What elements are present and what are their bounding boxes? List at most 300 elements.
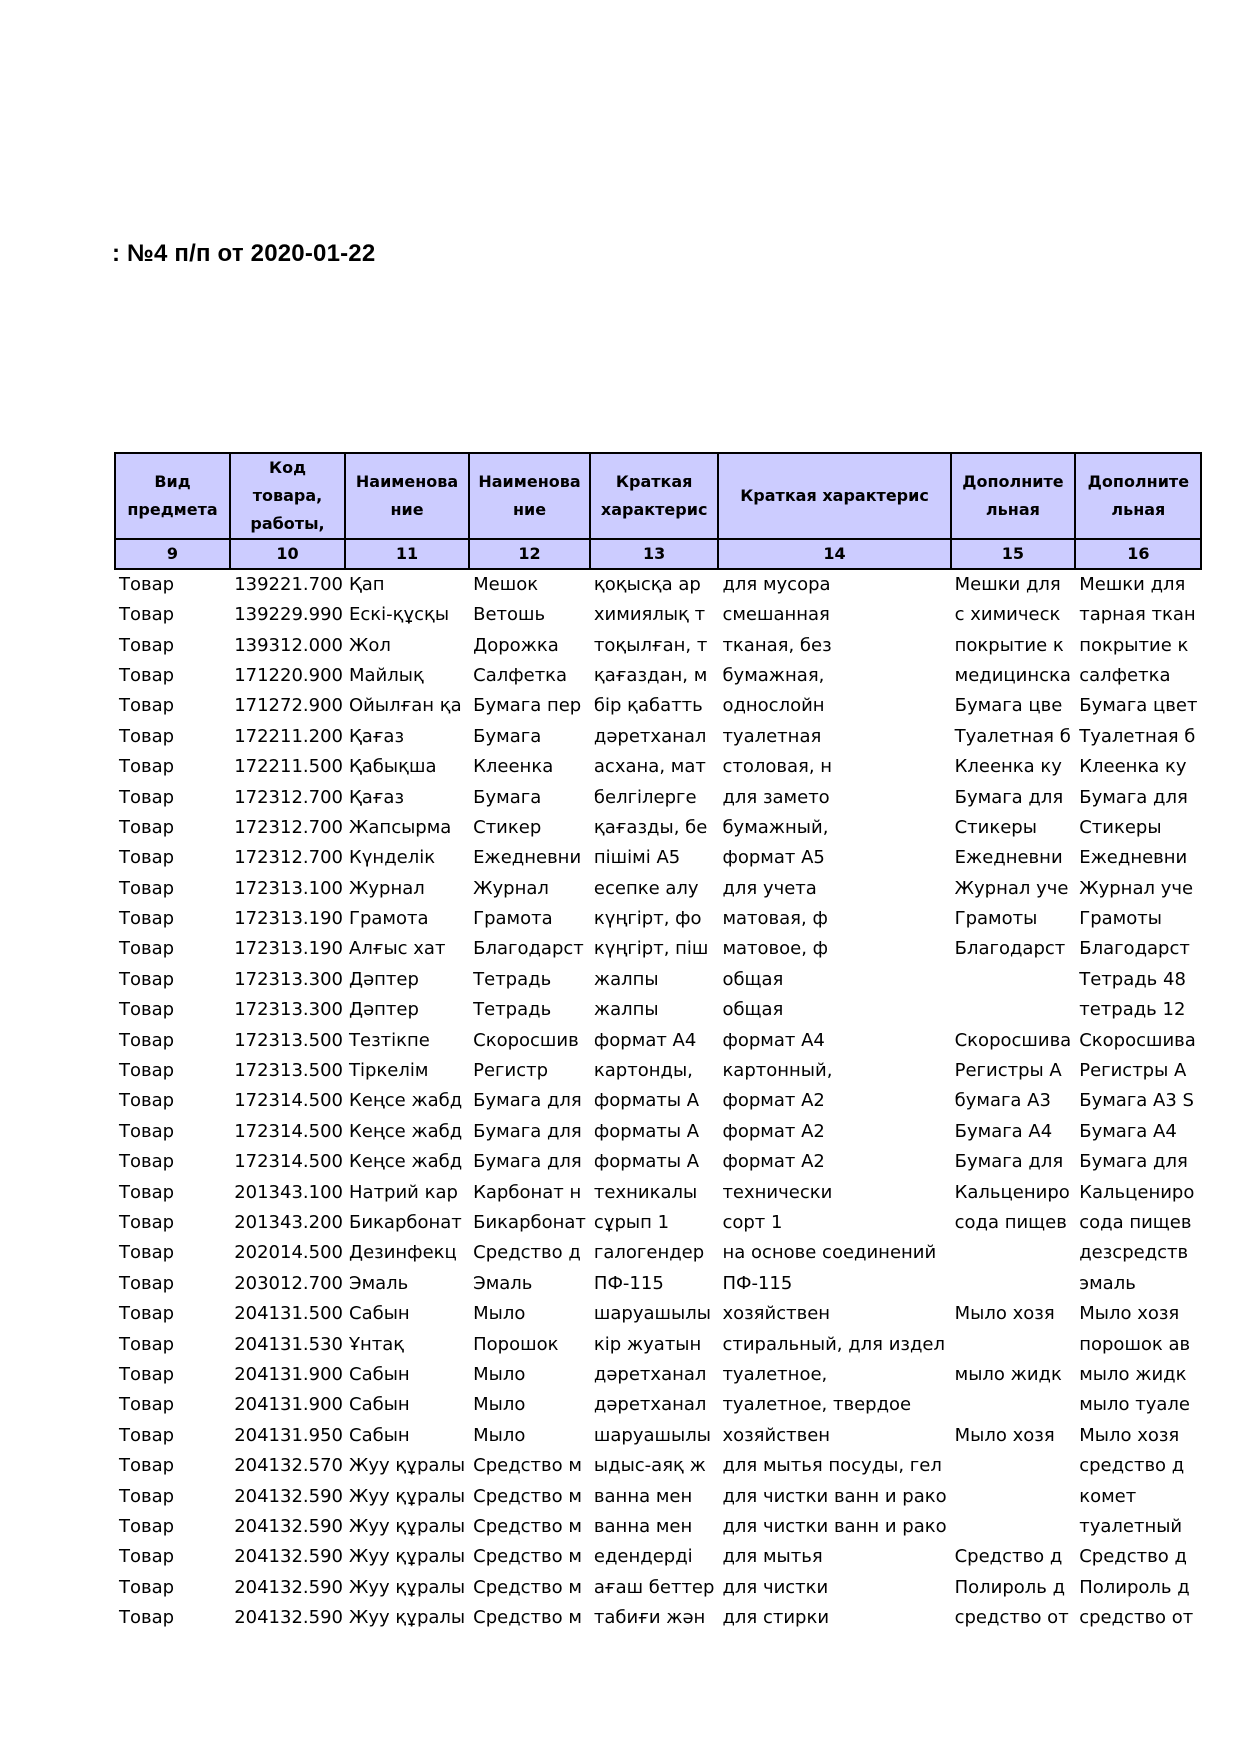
table-cell: Мешки для: [1079, 574, 1186, 595]
table-row: [115, 904, 1201, 934]
table-cell: 139312.000: [234, 634, 343, 656]
table-cell: Мыло хозя: [954, 1424, 1055, 1446]
table-cell: 172313.190: [234, 938, 343, 960]
table-cell: Товар: [119, 1363, 175, 1385]
table-cell: для чистки ванн и рако: [722, 1485, 947, 1507]
table-cell: Бумага для: [473, 1120, 582, 1142]
table-cell: Товар: [119, 1272, 175, 1294]
table-row: [115, 813, 1201, 843]
table-row: [115, 782, 1201, 812]
table-cell: картонный,: [722, 1060, 833, 1082]
table-cell: Грамоты: [954, 908, 1038, 930]
table-cell: мыло жидк: [1079, 1363, 1187, 1385]
table-cell: техникалы: [593, 1181, 698, 1203]
table-cell: технически: [722, 1181, 833, 1203]
table-cell: хозяйствен: [722, 1303, 831, 1325]
table-row: [115, 1421, 1201, 1451]
table-cell: 172211.500: [234, 756, 343, 778]
table-cell: для учета: [722, 877, 817, 899]
table-cell: Товар: [119, 877, 175, 899]
table-cell: [951, 1451, 1076, 1481]
table-cell: Бумага для: [954, 1151, 1064, 1173]
table-cell: дәретханал: [593, 1394, 707, 1416]
table-cell: Товар: [119, 847, 175, 869]
table-cell: Средство д: [1079, 1546, 1187, 1568]
table-row: [115, 1177, 1201, 1207]
table-cell: ағаш беттер: [593, 1576, 715, 1598]
table-cell: Скоросшив: [473, 1029, 579, 1051]
table-cell: Тетрадь: [473, 999, 552, 1021]
table-cell: Товар: [119, 1485, 175, 1507]
column-number: 9: [115, 539, 230, 569]
table-cell: 204132.590: [234, 1515, 343, 1537]
table-cell: матовая, ф: [722, 908, 828, 930]
table-cell: Бумага цве: [954, 695, 1063, 717]
table-cell: Журнал уче: [954, 877, 1069, 899]
table-cell: дезсредств: [1079, 1242, 1189, 1264]
table-cell: Товар: [119, 1181, 175, 1203]
table-row: [115, 1360, 1201, 1390]
table-cell: картонды,: [593, 1060, 693, 1082]
table-row: [115, 1481, 1201, 1511]
table-row: [115, 630, 1201, 660]
table-cell: жалпы: [593, 999, 659, 1021]
table-cell: Кеңсе жабд: [349, 1120, 463, 1142]
table-cell: матовое, ф: [722, 938, 829, 960]
table-row: [115, 1603, 1201, 1633]
column-number: 16: [1075, 539, 1201, 569]
table-cell: қоқысқа ар: [593, 574, 701, 595]
table-row: [115, 1086, 1201, 1116]
data-table: [114, 452, 1202, 1633]
table-cell: Туалетная б: [1079, 725, 1196, 747]
table-cell: Мыло хозя: [954, 1303, 1055, 1325]
table-cell: Бумага для: [954, 786, 1064, 808]
table-cell: общая: [722, 999, 784, 1021]
table-cell: бумага А3: [954, 1090, 1051, 1112]
table-cell: Товар: [119, 1120, 175, 1142]
table-cell: Қағаз: [349, 786, 405, 808]
table-cell: Товар: [119, 1546, 175, 1568]
table-row: [115, 934, 1201, 964]
table-cell: комет: [1079, 1485, 1137, 1507]
table-cell: Тезтікпе: [349, 1029, 430, 1051]
table-cell: формат А4: [593, 1029, 697, 1051]
table-cell: Стикер: [473, 816, 542, 838]
table-cell: Карбонат н: [473, 1181, 582, 1203]
table-cell: Қабықша: [349, 756, 437, 778]
table-cell: 204132.570: [234, 1455, 343, 1477]
table-cell: мыло жидк: [954, 1363, 1062, 1385]
table-cell: тарная ткан: [1079, 604, 1196, 626]
column-header: Наименова ние: [345, 453, 469, 539]
table-cell: Мыло хозя: [1079, 1424, 1180, 1446]
table-cell: 172314.500: [234, 1120, 343, 1142]
table-cell: сода пищев: [1079, 1212, 1192, 1233]
table-cell: 139229.990: [234, 604, 343, 626]
table-cell: форматы А: [593, 1120, 700, 1142]
table-cell: Средство м: [473, 1576, 582, 1598]
table-cell: Жол: [349, 634, 391, 656]
table-cell: Тетрадь 48: [1079, 968, 1186, 990]
table-cell: тетрадь 12: [1079, 999, 1186, 1021]
table-cell: 172313.500: [234, 1060, 343, 1082]
table-cell: форматы А: [593, 1090, 700, 1112]
table-row: [115, 661, 1201, 691]
table-cell: күңгірт, фо: [593, 908, 702, 930]
table-cell: 171220.900: [234, 664, 343, 686]
table-cell: Товар: [119, 1151, 175, 1173]
table-cell: Товар: [119, 1576, 175, 1598]
table-cell: химиялық т: [593, 604, 706, 626]
table-row: [115, 752, 1201, 782]
table-cell: формат А4: [722, 1029, 825, 1051]
table-cell: Дорожка: [473, 634, 559, 656]
table-cell: Полироль д: [1079, 1576, 1190, 1598]
table-cell: Товар: [119, 604, 175, 626]
table-cell: Стикеры: [954, 816, 1037, 838]
table-cell: Бумага для: [1079, 1151, 1188, 1173]
table-cell: Клеенка: [473, 756, 554, 778]
table-cell: Мыло: [473, 1394, 526, 1416]
table-cell: пішімі А5: [593, 847, 681, 869]
table-cell: Тіркелім: [349, 1060, 429, 1082]
table-cell: ПФ-115: [722, 1272, 793, 1294]
table-cell: Клеенка ку: [1079, 756, 1187, 778]
table-row: [115, 1512, 1201, 1542]
table-cell: Жуу құралы: [349, 1607, 466, 1629]
table-cell: Бумага: [473, 725, 542, 747]
table-cell: средство д: [1079, 1455, 1185, 1477]
table-cell: есепке алу: [593, 877, 699, 899]
table-cell: Жуу құралы: [349, 1515, 466, 1537]
column-header: Дополните льная: [951, 453, 1076, 539]
table-cell: шаруашылы: [593, 1424, 711, 1446]
table-cell: формат А5: [722, 847, 825, 869]
table-cell: для мусора: [722, 574, 831, 595]
table-cell: Журнал: [473, 877, 549, 899]
table-row: [115, 843, 1201, 873]
table-cell: 172314.500: [234, 1151, 343, 1173]
table-cell: Благодарст: [1079, 938, 1190, 960]
table-cell: Дезинфекц: [349, 1242, 457, 1264]
table-cell: Товар: [119, 908, 175, 930]
table-cell: Товар: [119, 786, 175, 808]
table-cell: Скоросшива: [954, 1029, 1072, 1051]
table-cell: Күнделік: [349, 847, 436, 869]
column-number: 12: [469, 539, 590, 569]
table-cell: туалетное, твердое: [722, 1394, 912, 1416]
table-cell: Натрий кар: [349, 1181, 458, 1203]
table-cell: 204131.500: [234, 1303, 343, 1325]
table-cell: Товар: [119, 574, 175, 595]
table-cell: Дәптер: [349, 999, 419, 1021]
table-cell: тоқылған, т: [593, 634, 708, 656]
table-cell: 202014.500: [234, 1242, 343, 1264]
table-cell: Ветошь: [473, 604, 546, 626]
table-cell: галогендер: [593, 1242, 705, 1264]
table-row: [115, 1542, 1201, 1572]
table-cell: однослойн: [722, 695, 825, 717]
table-row: [115, 1208, 1201, 1238]
column-header: Краткая характерис: [590, 453, 719, 539]
table-cell: Бумага А3 S: [1079, 1090, 1194, 1112]
table-cell: табиғи жән: [593, 1607, 706, 1629]
column-header: Вид предмета: [115, 453, 230, 539]
table-cell: Товар: [119, 664, 175, 686]
table-cell: Майлық: [349, 664, 424, 686]
table-cell: 204131.900: [234, 1363, 343, 1385]
table-cell: Бумага пер: [473, 695, 582, 717]
table-cell: Кеңсе жабд: [349, 1090, 463, 1112]
table-cell: Дәптер: [349, 968, 419, 990]
table-cell: Сабын: [349, 1303, 410, 1325]
table-cell: бумажная,: [722, 664, 825, 686]
table-cell: Бумага для: [473, 1151, 582, 1173]
table-cell: Скоросшива: [1079, 1029, 1196, 1051]
table-row: [115, 1299, 1201, 1329]
table-cell: бір қабатть: [593, 695, 703, 717]
table-cell: 172313.500: [234, 1029, 343, 1051]
table-cell: Ежедневни: [1079, 847, 1188, 869]
table-cell: 201343.200: [234, 1212, 343, 1233]
table-row: [115, 1269, 1201, 1299]
table-cell: Товар: [119, 1090, 175, 1112]
table-cell: 204131.950: [234, 1424, 343, 1446]
table-cell: Средство д: [473, 1242, 581, 1264]
table-cell: 172313.300: [234, 999, 343, 1021]
table-cell: Товар: [119, 1212, 175, 1233]
table-cell: Алғыс хат: [349, 938, 446, 960]
table-cell: Товар: [119, 1424, 175, 1446]
table-cell: Салфетка: [473, 664, 568, 686]
table-cell: кір жуатын: [593, 1333, 702, 1355]
table-cell: Средство д: [954, 1546, 1063, 1568]
table-cell: [951, 1390, 1076, 1420]
table-cell: 204132.590: [234, 1576, 343, 1598]
table-cell: Товар: [119, 938, 175, 960]
table-cell: Товар: [119, 725, 175, 747]
table-cell: Мыло: [473, 1303, 526, 1325]
table-cell: асхана, мат: [593, 756, 706, 778]
table-cell: жалпы: [593, 968, 659, 990]
table-cell: Жапсырма: [349, 816, 452, 838]
table-cell: Порошок: [473, 1333, 559, 1355]
table-cell: для чистки ванн и рако: [722, 1515, 947, 1537]
table-cell: Товар: [119, 1060, 175, 1082]
table-row: [115, 691, 1201, 721]
table-cell: Кальцениро: [954, 1181, 1070, 1203]
table-cell: Клеенка ку: [954, 756, 1062, 778]
table-cell: Мыло хозя: [1079, 1303, 1180, 1325]
table-cell: 204132.590: [234, 1607, 343, 1629]
table-cell: [951, 995, 1076, 1025]
table-cell: 172211.200: [234, 725, 343, 747]
table-cell: Мыло: [473, 1363, 526, 1385]
table-cell: ыдыс-аяқ ж: [593, 1455, 706, 1477]
table-cell: шаруашылы: [593, 1303, 711, 1325]
column-header: Наименова ние: [469, 453, 590, 539]
table-cell: Товар: [119, 756, 175, 778]
table-row: [115, 1390, 1201, 1420]
table-cell: Мешки для: [954, 574, 1061, 595]
table-cell: для стирки: [722, 1607, 830, 1629]
table-cell: туалетная: [722, 725, 822, 747]
table-cell: [951, 1512, 1076, 1542]
table-cell: Мешок: [473, 574, 539, 595]
table-cell: 172312.700: [234, 786, 343, 808]
table-cell: Ұнтақ: [349, 1333, 405, 1355]
table-cell: Благодарст: [954, 938, 1066, 960]
table-cell: Ойылған қа: [349, 695, 462, 717]
table-cell: Средство м: [473, 1455, 582, 1477]
table-cell: ванна мен: [593, 1485, 693, 1507]
table-cell: Грамота: [349, 908, 429, 930]
table-cell: формат А2: [722, 1120, 825, 1142]
table-cell: Товар: [119, 1515, 175, 1537]
table-cell: форматы А: [593, 1151, 700, 1173]
table-cell: Товар: [119, 1333, 175, 1355]
table-cell: сұрып 1: [593, 1212, 670, 1233]
table-cell: Эмаль: [473, 1272, 533, 1294]
table-row: [115, 1117, 1201, 1147]
column-number: 15: [951, 539, 1076, 569]
column-number: 14: [718, 539, 950, 569]
table-body: [115, 569, 1201, 1633]
table-cell: средство от: [1079, 1607, 1194, 1629]
table-cell: Бумага для: [473, 1090, 582, 1112]
table-cell: Бумага А4: [1079, 1120, 1177, 1142]
column-number-row: [115, 539, 1201, 569]
table-cell: Грамота: [473, 908, 553, 930]
table-cell: 172313.300: [234, 968, 343, 990]
table-cell: Жуу құралы: [349, 1455, 466, 1477]
table-cell: Стикеры: [1079, 816, 1162, 838]
table-cell: Ежедневни: [954, 847, 1063, 869]
table-cell: Бумага А4: [954, 1120, 1053, 1142]
table-cell: смешанная: [722, 604, 830, 626]
table-cell: [951, 965, 1076, 995]
table-cell: 139221.700: [234, 574, 343, 595]
table-cell: Товар: [119, 999, 175, 1021]
table-cell: 172312.700: [234, 847, 343, 869]
table-cell: порошок ав: [1079, 1333, 1191, 1355]
table-cell: 204131.530: [234, 1333, 343, 1355]
table-cell: Туалетная б: [954, 725, 1071, 747]
table-cell: [951, 1329, 1076, 1359]
table-cell: покрытие к: [954, 634, 1064, 656]
table-cell: формат А2: [722, 1151, 825, 1173]
table-cell: Средство м: [473, 1485, 582, 1507]
table-cell: медицинска: [954, 664, 1071, 686]
table-cell: белгілерге: [593, 786, 697, 808]
table-cell: стиральный, для издел: [722, 1333, 946, 1355]
table-cell: Полироль д: [954, 1576, 1066, 1598]
table-cell: общая: [722, 968, 784, 990]
table-cell: Жуу құралы: [349, 1576, 466, 1598]
table-row: [115, 569, 1201, 600]
table-cell: 203012.700: [234, 1272, 343, 1294]
table-cell: для мытья посуды, гел: [722, 1455, 942, 1477]
header-row: [115, 453, 1201, 539]
column-number: 11: [345, 539, 469, 569]
column-header: Краткая характерис: [718, 453, 950, 539]
table-cell: қағаздан, м: [593, 664, 708, 686]
table-cell: Средство м: [473, 1546, 582, 1568]
table-cell: күңгірт, піш: [593, 938, 709, 960]
table-cell: 204132.590: [234, 1546, 343, 1568]
table-cell: Журнал уче: [1079, 877, 1194, 899]
table-cell: Грамоты: [1079, 908, 1162, 930]
table-cell: Товар: [119, 1607, 175, 1629]
table-cell: 172313.190: [234, 908, 343, 930]
table-cell: Товар: [119, 1394, 175, 1416]
table-cell: 172312.700: [234, 816, 343, 838]
column-header: Код товара, работы,: [230, 453, 345, 539]
table-cell: Средство м: [473, 1515, 582, 1537]
table-row: [115, 600, 1201, 630]
table-cell: 204131.900: [234, 1394, 343, 1416]
table-cell: 204132.590: [234, 1485, 343, 1507]
table-cell: Товар: [119, 1029, 175, 1051]
table-cell: [951, 1269, 1076, 1299]
table-cell: сода пищев: [954, 1212, 1067, 1233]
column-number: 10: [230, 539, 345, 569]
table-cell: 201343.100: [234, 1181, 343, 1203]
table-cell: эмаль: [1079, 1272, 1136, 1294]
table-cell: дәретханал: [593, 1363, 707, 1385]
table-cell: тканая, без: [722, 634, 832, 656]
table-cell: Бумага: [473, 786, 542, 808]
table-cell: Сабын: [349, 1363, 410, 1385]
table-cell: на основе соединений: [722, 1242, 937, 1264]
table-cell: Бумага для: [1079, 786, 1188, 808]
table-cell: для чистки: [722, 1576, 829, 1598]
table-cell: Благодарст: [473, 938, 584, 960]
table-row: [115, 965, 1201, 995]
table-cell: Товар: [119, 1242, 175, 1264]
table-cell: Кеңсе жабд: [349, 1151, 463, 1173]
table-cell: Товар: [119, 1303, 175, 1325]
table-cell: бумажный,: [722, 816, 829, 838]
table-row: [115, 874, 1201, 904]
table-cell: Товар: [119, 816, 175, 838]
column-header: Дополните льная: [1075, 453, 1201, 539]
table-cell: Регистр: [473, 1060, 549, 1082]
table-cell: Кальцениро: [1079, 1181, 1195, 1203]
table-cell: Средство м: [473, 1607, 582, 1629]
table-cell: Қап: [349, 574, 385, 595]
table-cell: Бумага цвет: [1079, 695, 1198, 717]
table-header: [115, 453, 1201, 569]
table-cell: Ежедневни: [473, 847, 582, 869]
table-cell: для замето: [722, 786, 830, 808]
table-cell: 171272.900: [234, 695, 343, 717]
table-cell: мыло туале: [1079, 1394, 1190, 1416]
table-cell: Тетрадь: [473, 968, 552, 990]
table-cell: [951, 1481, 1076, 1511]
table-cell: Сабын: [349, 1394, 410, 1416]
column-number: 13: [590, 539, 719, 569]
table-cell: формат А2: [722, 1090, 825, 1112]
table-cell: Товар: [119, 1455, 175, 1477]
table-cell: ПФ-115: [593, 1272, 664, 1294]
table-cell: Жуу құралы: [349, 1485, 466, 1507]
table-cell: дәретханал: [593, 725, 707, 747]
table-cell: сорт 1: [722, 1212, 783, 1233]
table-cell: ванна мен: [593, 1515, 693, 1537]
table-cell: Бикарбонат: [349, 1212, 462, 1233]
